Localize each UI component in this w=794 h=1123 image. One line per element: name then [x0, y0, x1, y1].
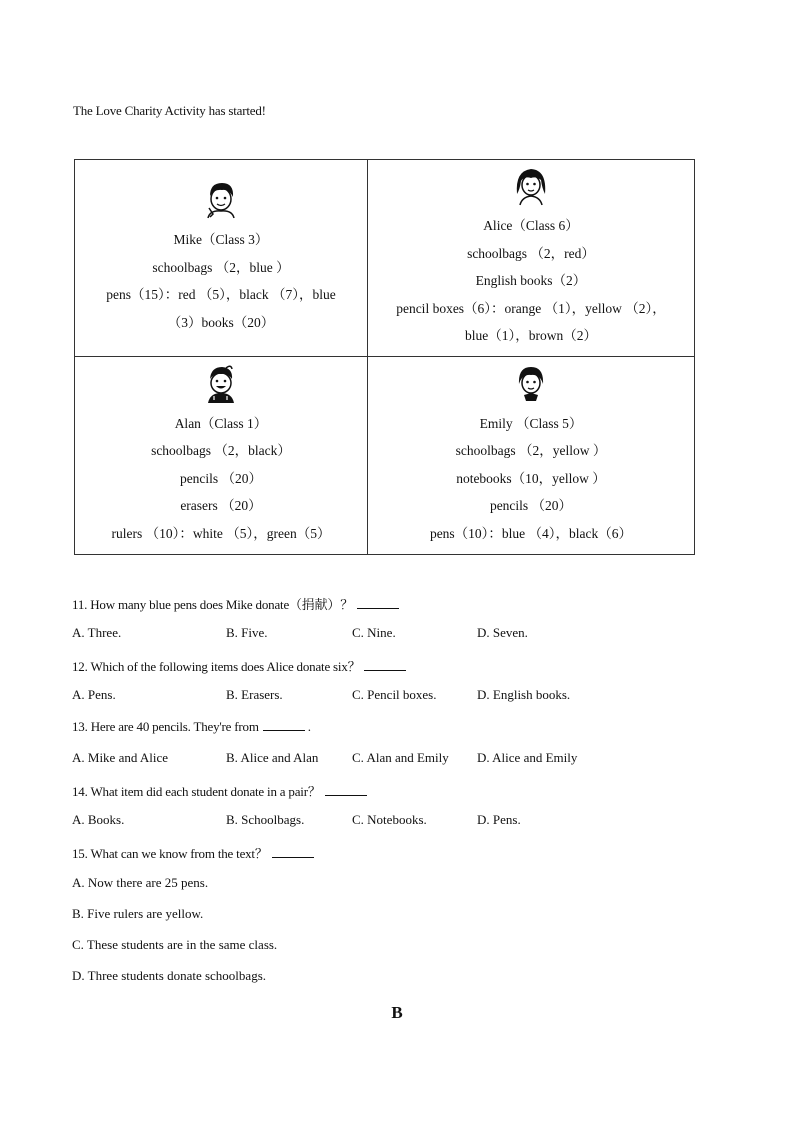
donor-item: schoolbags （2，blue ）	[152, 259, 290, 275]
intro-text: The Love Charity Activity has started!	[73, 103, 266, 118]
donor-name: Alice（Class 6）	[483, 218, 579, 234]
answer-blank[interactable]	[364, 659, 406, 671]
option-d: D. Alice and Emily	[477, 750, 578, 765]
section-label: B	[391, 1003, 403, 1022]
donor-item: pens（15）：red （5），black （7），blue	[106, 287, 336, 302]
option-a: A. Books.	[72, 812, 125, 827]
option-d: D. Pens.	[477, 812, 521, 827]
question-12: 12. Which of the following items does Alice donate six？	[72, 656, 406, 675]
donor-item: rulers （10）：white （5），green（5）	[111, 525, 331, 541]
donor-name: Alan（Class 1）	[174, 415, 268, 431]
option-a: A. Mike and Alice	[72, 750, 169, 765]
question-15: 15. What can we know from the text？	[72, 843, 314, 862]
donor-cell-emily	[368, 357, 695, 555]
donor-cell-mike	[75, 160, 368, 357]
option-b: B. Alice and Alan	[226, 750, 319, 765]
donor-item: schoolbags （2，black）	[151, 443, 291, 459]
donor-cell-alice	[368, 160, 695, 357]
donor-name: Mike（Class 3）	[173, 232, 269, 247]
donor-item: English books（2）	[475, 273, 587, 289]
girl-avatar-icon	[512, 166, 550, 206]
option-c: C. These students are in the same class.	[72, 937, 278, 952]
boy-avatar-icon	[202, 364, 240, 404]
donor-item: erasers （20）	[180, 498, 262, 514]
option-b: B. Erasers.	[226, 687, 283, 702]
option-c: C. Pencil boxes.	[352, 687, 437, 702]
question-14: 14. What item did each student donate in a pair？	[72, 781, 367, 800]
donor-item: notebooks（10，yellow ）	[456, 470, 606, 486]
donor-item: pencil boxes（6）：orange （1），yellow （2），	[396, 300, 666, 316]
option-c: C. Nine.	[352, 625, 396, 640]
donor-item: blue（1），brown（2）	[465, 328, 597, 344]
donor-item: pens（10）：blue （4），black（6）	[429, 525, 633, 541]
donor-item: （3）books（20）	[167, 314, 275, 330]
donor-item: pencils （20）	[489, 498, 573, 514]
donation-table	[74, 159, 695, 555]
option-a: A. Pens.	[72, 687, 116, 702]
donor-name: Emily （Class 5）	[479, 415, 583, 431]
option-d: D. Seven.	[477, 625, 528, 640]
option-a: A. Three.	[72, 625, 122, 640]
option-b: B. Five rulers are yellow.	[72, 906, 204, 921]
answer-blank[interactable]	[325, 784, 367, 796]
girl-avatar-icon	[512, 364, 550, 404]
question-13: 13. Here are 40 pencils. They're from .	[72, 719, 311, 734]
option-c: C. Alan and Emily	[352, 750, 449, 765]
boy-avatar-icon	[202, 180, 240, 220]
option-d: D. Three students donate schoolbags.	[72, 968, 266, 983]
donor-item: schoolbags （2，red）	[467, 245, 595, 261]
option-b: B. Five.	[226, 625, 268, 640]
question-11: 11. How many blue pens does Mike donate（捐献）？	[72, 594, 399, 613]
option-c: C. Notebooks.	[352, 812, 427, 827]
answer-blank[interactable]	[263, 719, 305, 731]
answer-blank[interactable]	[357, 597, 399, 609]
donor-item: schoolbags （2，yellow ）	[455, 443, 607, 459]
option-b: B. Schoolbags.	[226, 812, 305, 827]
option-a: A. Now there are 25 pens.	[72, 875, 209, 890]
donor-cell-alan	[75, 357, 368, 555]
option-d: D. English books.	[477, 687, 571, 702]
donor-item: pencils （20）	[179, 470, 263, 486]
answer-blank[interactable]	[272, 846, 314, 858]
